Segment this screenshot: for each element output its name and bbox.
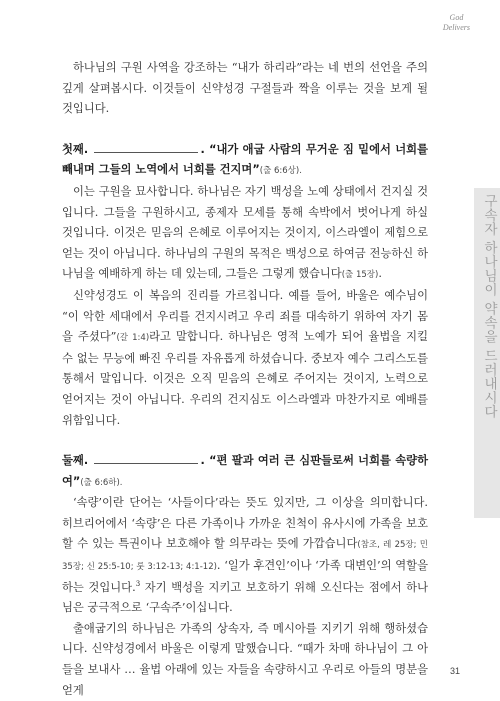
scripture-ref: (참조, 레 25장; 민 35장; 신 25:5-10; 룻 3:12-13; 4:1-12)	[62, 540, 429, 573]
section-2-heading: 둘째. . “편 팔과 여러 큰 심판들로써 너희를 속량하여”(출 6:6하).	[62, 454, 428, 488]
text-span: .	[378, 267, 382, 281]
scripture-ref: (출 15장)	[341, 270, 379, 281]
running-head	[443, 13, 470, 33]
section-spacer	[62, 120, 428, 140]
section-2-quote: “편 팔과 여러 큰 심판들로써 너희를 속량하여”	[62, 454, 428, 488]
fill-in-blank	[94, 454, 198, 464]
text-span: . ‘일가 후견인’이나 ‘가족 대변인’의 역할을 하는 것입니다.	[62, 559, 428, 594]
section-2-label: 둘째.	[62, 454, 89, 468]
intro-paragraph: 하나님의 구원 사역을 강조하는 “내가 하리라”라는 네 번의 선언을 주의 깊게 살펴봅시다. 이것들이 신약성경 구절들과 짝을 이루는 것을 보게 될 것입니다.	[62, 61, 428, 116]
running-head-line1: God	[449, 13, 464, 22]
section-1-paragraph-2	[62, 286, 428, 431]
section-1-paragraph-1	[62, 182, 428, 286]
running-head-line2: Delivers	[442, 23, 470, 32]
chapter-side-title: 구속자 하나님이 약속을 드러내시다	[481, 194, 497, 419]
section-2-paragraph-2: 출애굽기의 하나님은 가족의 상속자, 즉 메시아를 지키기 위해 행하셨습니다. 신약성경에서 바울은 이렇게 말했습니다. “때가 차매 하나님이 그 아들을 보내사 … 율법 아래에 있는 자들을 속량하시고 우리로 아들의 명분을 얻게	[62, 621, 428, 697]
chapter-side-tab	[474, 188, 500, 518]
page-number: 31	[449, 666, 460, 676]
text-span: 이는 구원을 묘사합니다. 하나님은 자기 백성을 노예 상태에서 건지실 것입니다. 그들을 구원하시고, 종제자 모세를 통해 속박에서 벗어나게 하실 것입니다. 이것은 믿음의 은혜로 이루어지는 것이지, 이스라엘이 제힘으로 얻는 것이 아닙니다. 하나님의 구원의 목적은 백성으로 하여금 전능하신 하나님을 예배하게 하는 데 있는데, 그들은 그렇게 했습니다	[62, 184, 428, 281]
section-2-paragraph-1	[62, 493, 428, 619]
text-span: ‘속량’이란 단어는 ‘사들이다’라는 뜻도 있지만, 그 이상을 의미합니다. 히브리어에서 ‘속량’은 다른 가족이나 가까운 친척이 유사시에 가족을 보호할 수 있는 특권이나 보호해야 할 의무라는 뜻에 가깝습니다	[62, 496, 428, 551]
section-spacer	[62, 431, 428, 451]
section-1-ref: (출 6:6상).	[259, 166, 302, 177]
scripture-ref: (갈 1:4)	[116, 333, 150, 344]
footnote-marker: 3	[135, 579, 141, 588]
text-span: 라고 말합니다. 하나님은 영적 노예가 되어 율법을 지킬 수 없는 무능에 빠진 우리를 자유롭게 하셨습니다. 중보자 예수 그리스도를 통해서 말입니다. 이것은 오직 믿음의 은혜로 주어지는 것이지, 노력으로 얻어지는 것이 아닙니다. 우리의 건지심도 이스라엘과 마찬가지로 예배를 위함입니다.	[62, 330, 429, 427]
section-1-quote: “내가 애굽 사람의 무거운 짐 밑에서 너희를 빼내며 그들의 노역에서 너희를 건지며”	[62, 142, 428, 177]
text-span: 신약성경도 이 복음의 진리를 가르칩니다. 예를 들어, 바울은 예수님이 “이 악한 세대에서 우리를 건지시려고 우리 죄를 대속하기 위하여 자기 몸을 주셨다”	[62, 288, 428, 344]
text-span: 자기 백성을 지키고 보호하기 위해 오신다는 점에서 하나님은 궁극적으로 ‘구속주’이십니다.	[62, 580, 428, 615]
section-2-ref: (출 6:6하).	[80, 477, 123, 488]
section-1-label: 첫째.	[62, 142, 89, 156]
page-body	[62, 58, 428, 701]
fill-in-blank	[94, 143, 198, 153]
section-1-heading: 첫째. . “내가 애굽 사람의 무거운 짐 밑에서 너희를 빼내며 그들의 노역에서 너희를 건지며”(출 6:6상).	[62, 142, 428, 177]
